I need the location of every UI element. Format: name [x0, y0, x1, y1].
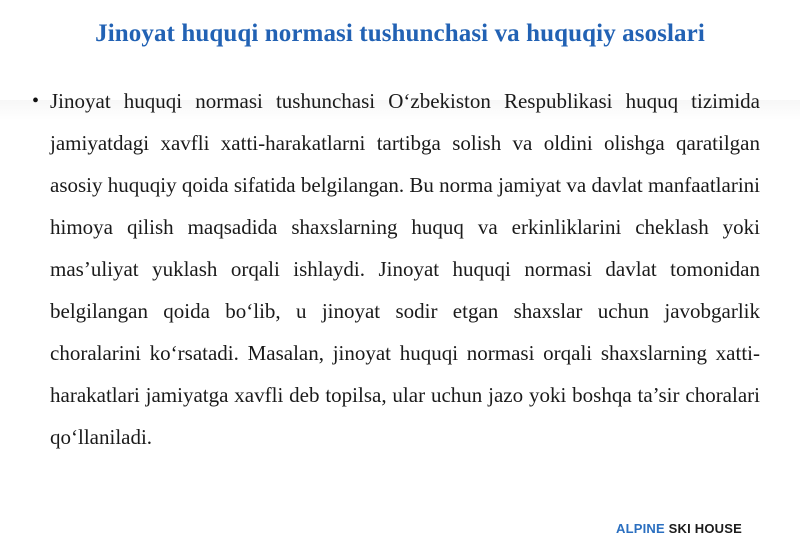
- bullet-paragraph: Jinoyat huquqi normasi tushunchasi O‘zbekiston Respublikasi huquq tizimida jamiyatdagi xavfli xatti-harakatlarni tartibga solish va oldini olishga qaratilgan asosiy huquqiy qoida sifatida belgilangan. Bu norma jamiyat va davlat manfaatlarini himoya qilish maqsadida shaxslarning huquq va erkinliklarini cheklash yoki mas’uliyat yuklash orqali ishlaydi. Jinoyat huquqi normasi davlat tomonidan belgilangan qoida bo‘lib, u jinoyat sodir etgan shaxslar uchun javobgarlik choralarini ko‘rsatadi. Masalan, jinoyat huquqi normasi orqali shaxslarning xatti-harakatlari jamiyatga xavfli deb topilsa, ular uchun jazo yoki boshqa ta’sir choralari qo‘llaniladi.: [50, 89, 760, 449]
- slide-content: [32, 80, 760, 458]
- bullet-icon: •: [32, 90, 40, 112]
- brand-logo-first-word: ALPINE: [615, 521, 665, 536]
- brand-logo-second-word: SKI HOUSE: [668, 521, 742, 536]
- bullet-item: [32, 80, 760, 458]
- brand-logo: [616, 521, 742, 536]
- slide-title: Jinoyat huquqi normasi tushunchasi va huquqiy asoslari: [95, 20, 705, 47]
